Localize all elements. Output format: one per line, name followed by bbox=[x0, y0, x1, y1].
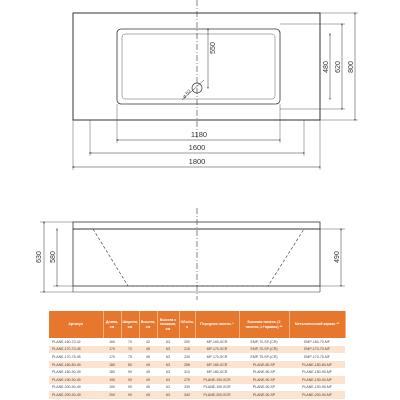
table-cell: 90 bbox=[121, 391, 139, 399]
table-header-cell: Объём, л bbox=[179, 311, 195, 338]
table-cell: 45 bbox=[139, 346, 157, 354]
label-800: 800 bbox=[348, 61, 355, 73]
table-cell: PLANE-190-SCR bbox=[195, 384, 239, 392]
table-cell: PLANE-90-SP bbox=[239, 391, 289, 399]
side-body-outline bbox=[73, 229, 320, 286]
table-cell: PLANE-200-90-MF bbox=[289, 391, 345, 399]
table-cell: 63 bbox=[157, 391, 179, 399]
table-cell: MP-170-SCR bbox=[195, 353, 239, 361]
table-header-cell: Металлический каркас ** bbox=[289, 311, 345, 338]
table-cell: 190 bbox=[103, 384, 121, 392]
table-cell: EMP-70-SP-(CR) bbox=[239, 346, 289, 354]
label-1600: 1600 bbox=[188, 143, 206, 152]
table-cell: 63 bbox=[157, 361, 179, 369]
table-cell: EMP-70-SP-(CR) bbox=[239, 338, 289, 346]
table-header-row bbox=[49, 311, 345, 338]
side-view bbox=[40, 208, 345, 300]
table-cell: PLANE-180-80-MF bbox=[289, 361, 345, 369]
label-580: 580 bbox=[50, 251, 57, 263]
spec-table bbox=[49, 311, 346, 399]
label-1180: 1180 bbox=[190, 130, 208, 139]
table-cell: MP-180-SCR bbox=[195, 368, 239, 376]
table-row bbox=[49, 361, 345, 369]
table-cell: PLANE-180-90-49 bbox=[49, 368, 103, 376]
side-view-labels bbox=[36, 251, 341, 263]
label-550: 550 bbox=[210, 42, 217, 54]
table-header-cell: Высота с ножками, см bbox=[157, 311, 179, 338]
table-cell: PLANE-90-SP bbox=[239, 368, 289, 376]
table-cell: 90 bbox=[121, 384, 139, 392]
label-1800: 1800 bbox=[188, 157, 206, 166]
table-cell: 63 bbox=[157, 346, 179, 354]
table-row bbox=[49, 391, 345, 399]
table-cell: PLANE-160-70-42 bbox=[49, 338, 103, 346]
table-cell: 200 bbox=[103, 391, 121, 399]
table-cell: 160 bbox=[103, 338, 121, 346]
side-inner-basin-hidden bbox=[93, 229, 304, 286]
table-cell: 180 bbox=[103, 361, 121, 369]
table-cell: 42 bbox=[139, 338, 157, 346]
table-cell: PLANE-190-SCR bbox=[195, 376, 239, 384]
table-cell: 70 bbox=[121, 346, 139, 354]
table-cell: PLANE-190-90-MF bbox=[289, 384, 345, 392]
table-cell: 49 bbox=[139, 368, 157, 376]
table-cell: 190 bbox=[103, 376, 121, 384]
table-row bbox=[49, 338, 345, 346]
table-cell: PLANE-180-90-MF bbox=[289, 368, 345, 376]
table-cell: 63 bbox=[157, 338, 179, 346]
table-cell: EMP-160-70-MF bbox=[289, 338, 345, 346]
table-cell: MP-180-SCR bbox=[195, 361, 239, 369]
table-cell: 90 bbox=[121, 368, 139, 376]
table-row bbox=[49, 368, 345, 376]
label-630: 630 bbox=[36, 251, 43, 263]
table-cell: 49 bbox=[139, 361, 157, 369]
table-cell: PLANE-190-90-MF bbox=[289, 376, 345, 384]
table-row bbox=[49, 346, 345, 354]
table-cell: 45 bbox=[139, 353, 157, 361]
table-cell: 70 bbox=[121, 338, 139, 346]
table-cell: 170 bbox=[103, 346, 121, 354]
table-cell: 275 bbox=[179, 376, 195, 384]
table-cell: PLANE-180-80-49 bbox=[49, 361, 103, 369]
top-view bbox=[73, 0, 358, 170]
table-header-cell: Ширина, см bbox=[121, 311, 139, 338]
table-cell: 49 bbox=[139, 391, 157, 399]
table-cell: 80 bbox=[121, 361, 139, 369]
table-cell: 75 bbox=[121, 353, 139, 361]
label-490: 490 bbox=[334, 251, 341, 263]
table-cell: 63 bbox=[157, 376, 179, 384]
table-cell: PLANE-170-75-45 bbox=[49, 353, 103, 361]
table-cell: PLANE-170-70-45 bbox=[49, 346, 103, 354]
table-header-cell: Высота, см bbox=[139, 311, 157, 338]
table-cell: 49 bbox=[139, 376, 157, 384]
label-drain-diameter: ø 52 bbox=[181, 88, 193, 101]
table-cell: PLANE-200-90-49 bbox=[49, 384, 103, 392]
table-cell: 255 bbox=[179, 361, 195, 369]
table-cell: 340 bbox=[179, 391, 195, 399]
table-cell: PLANE-200-90-49 bbox=[49, 391, 103, 399]
table-cell: 330 bbox=[179, 384, 195, 392]
table-header-cell: Артикул bbox=[49, 311, 103, 338]
table-cell: 230 bbox=[179, 353, 195, 361]
table-cell: 310 bbox=[179, 368, 195, 376]
table-cell: 170 bbox=[103, 353, 121, 361]
table-cell: 63 bbox=[157, 353, 179, 361]
table-row bbox=[49, 353, 345, 361]
table-cell: EMP-75-SP-(CR) bbox=[239, 353, 289, 361]
side-top-rim bbox=[73, 222, 320, 229]
table-cell: 215 bbox=[179, 346, 195, 354]
table-cell: 90 bbox=[121, 376, 139, 384]
table-cell: 49 bbox=[139, 384, 157, 392]
table-cell: PLANE-90-SP bbox=[239, 376, 289, 384]
tub-bottom-area bbox=[122, 34, 275, 99]
label-480: 480 bbox=[323, 61, 330, 73]
label-620: 620 bbox=[335, 61, 342, 73]
table-header-cell: Длина, см bbox=[103, 311, 121, 338]
table-cell: 63 bbox=[157, 384, 179, 392]
table-cell: 180 bbox=[103, 368, 121, 376]
table-cell: PLANE-190-90-49 bbox=[49, 376, 103, 384]
table-cell: 200 bbox=[179, 338, 195, 346]
table-cell: PLANE-90-SP bbox=[239, 384, 289, 392]
table-cell: EMP-170-70-MF bbox=[289, 346, 345, 354]
table-header-cell: Боковая панель (2 панели, L+правая) ** bbox=[239, 311, 289, 338]
table-cell: MP-160-SCR bbox=[195, 338, 239, 346]
table-row bbox=[49, 384, 345, 392]
table-cell: EMP-170-75-MF bbox=[289, 353, 345, 361]
table-cell: MP-170-SCR bbox=[195, 346, 239, 354]
table-cell: PLANE-80-SP bbox=[239, 361, 289, 369]
table-cell: PLANE-200-SCR bbox=[195, 391, 239, 399]
table-row bbox=[49, 376, 345, 384]
table-cell: 63 bbox=[157, 368, 179, 376]
table-header-cell: Передняя панель * bbox=[195, 311, 239, 338]
